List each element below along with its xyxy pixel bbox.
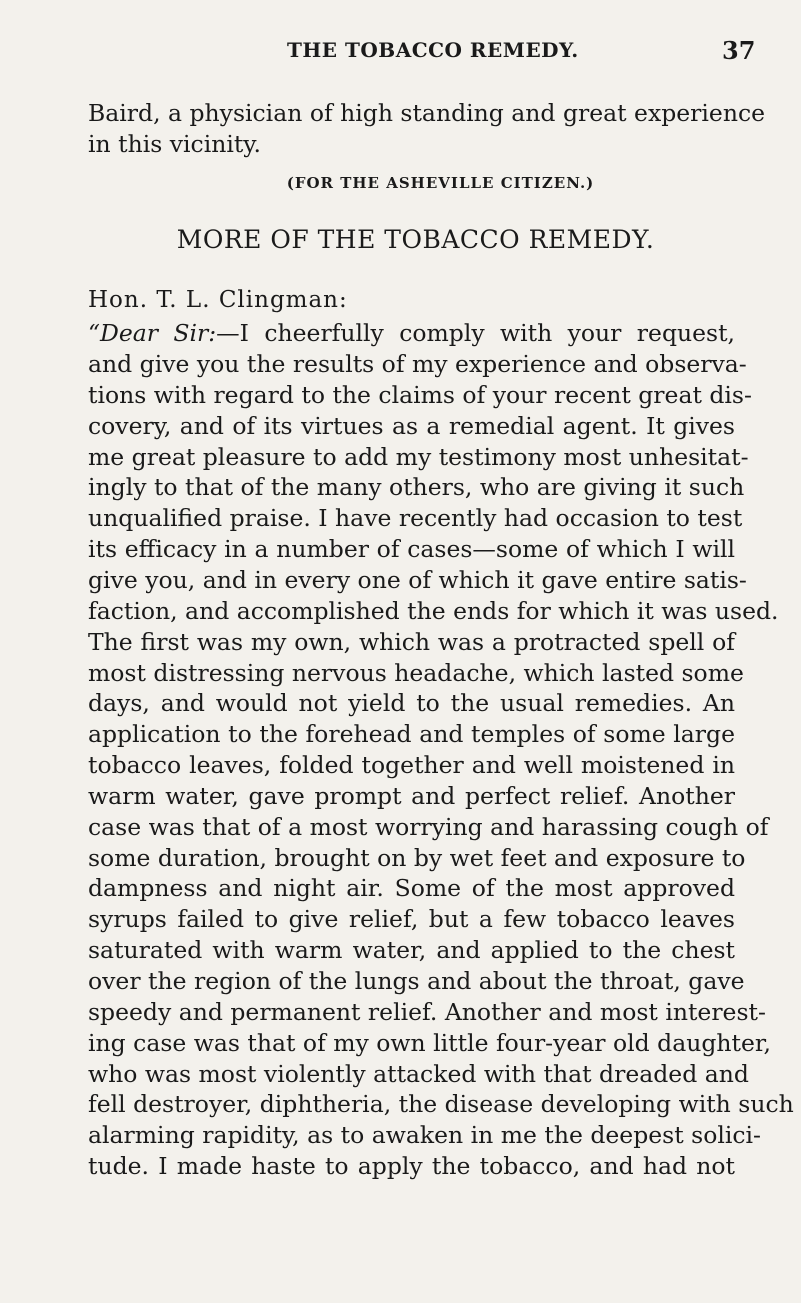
letter-line: its efficacy in a number of cases—some of which I will xyxy=(88,535,735,564)
letter-line: ing case was that of my own little four-year old daughter, xyxy=(88,1028,772,1057)
letter-line: faction, and accomplished the ends for which it was used. xyxy=(88,596,779,625)
letter-line: syrups failed to give relief, but a few tobacco leaves xyxy=(88,905,735,934)
intro-line: in this vicinity. xyxy=(88,130,261,158)
letter-line: most distressing nervous headache, which lasted some xyxy=(88,658,744,687)
letter-line: and give you the results of my experience and observa- xyxy=(88,350,747,378)
letter-line: ingly to that of the many others, who are giving it such xyxy=(88,473,745,502)
letter-greeting: “Dear Sir: xyxy=(88,319,217,347)
letter-line: alarming rapidity, as to awaken in me the deepest solici- xyxy=(88,1121,761,1150)
letter-line: give you, and in every one of which it gave entire satis- xyxy=(88,565,747,594)
letter-first-line xyxy=(88,318,735,348)
letter-line: who was most violently attacked with that dreaded and xyxy=(88,1059,749,1088)
letter-line: covery, and of its virtues as a remedial agent. It gives xyxy=(88,411,735,440)
source-credit: (FOR THE ASHEVILLE CITIZEN.) xyxy=(286,174,595,192)
letter-line: dampness and night air. Some of the most approved xyxy=(88,874,735,903)
letter-line: fell destroyer, diphtheria, the disease developing with such xyxy=(88,1090,794,1119)
running-title: THE TOBACCO REMEDY. xyxy=(287,38,579,62)
letter-line: saturated with warm water, and applied to the chest xyxy=(88,936,735,965)
page-number: 37 xyxy=(722,36,756,65)
letter-line: me great pleasure to add my testimony most unhesitat- xyxy=(88,442,749,471)
letter-first-line-text: —I cheerfully comply with your request, xyxy=(216,319,736,347)
letter-line: over the region of the lungs and about the throat, gave xyxy=(88,967,745,995)
letter-line: tions with regard to the claims of your recent great dis- xyxy=(88,380,752,409)
salutation: Hon. T. L. Clingman: xyxy=(88,287,348,313)
letter-line: warm water, gave prompt and perfect relief. Another xyxy=(88,781,735,810)
letter-line: tude. I made haste to apply the tobacco, and had not xyxy=(88,1152,735,1181)
letter-line: tobacco leaves, folded together and well moistened in xyxy=(88,751,735,780)
letter-line: application to the forehead and temples of some large xyxy=(88,720,735,749)
intro-line: Baird, a physician of high standing and great experience xyxy=(88,99,766,127)
article-heading: MORE OF THE TOBACCO REMEDY. xyxy=(176,225,655,254)
letter-line: days, and would not yield to the usual remedies. An xyxy=(88,689,735,718)
letter-line: The first was my own, which was a protracted spell of xyxy=(88,627,735,656)
letter-line: some duration, brought on by wet feet and exposure to xyxy=(88,843,746,872)
letter-line: unqualified praise. I have recently had occasion to test xyxy=(88,504,743,533)
letter-line: case was that of a most worrying and harassing cough of xyxy=(88,812,769,841)
running-head xyxy=(0,36,801,66)
letter-line: speedy and permanent relief. Another and most interest- xyxy=(88,997,766,1026)
